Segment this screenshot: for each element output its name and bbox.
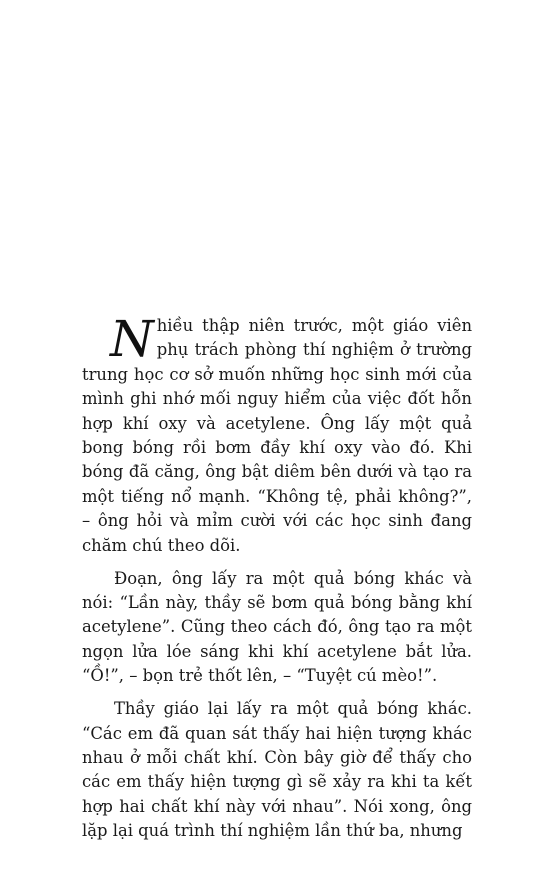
paragraph-1 — [82, 310, 472, 558]
paragraph-1-text: hiều thập niên trước, một giáo viên phụ trách phòng thí nghiệm ở trường trung học cơ sở muốn những học sinh mới của mình ghi nhớ mối nguy hiểm của việc đốt hỗn hợp khí oxy và acetylene. Ông lấy một quả bong bóng rồi bơm đầy khí oxy vào đó. Khi bóng đã căng, ông bật diêm bên dưới và tạo ra một tiếng nổ mạnh. “Không tệ, phải không?”, – ông hỏi và mỉm cười với các học sinh đang chăm chú theo dõi. — [82, 316, 472, 555]
drop-cap: N — [110, 310, 154, 368]
paragraph-3: Thầy giáo lại lấy ra một quả bóng khác. “Các em đã quan sát thấy hai hiện tượng khác nhau ở mỗi chất khí. Còn bây giờ để thấy cho các em thấy hiện tượng gì sẽ xảy ra khi ta kết hợp hai chất khí này với nhau”. Nói xong, ông lặp lại quá trình thí nghiệm lần thứ ba, nhưng — [82, 699, 472, 841]
body-text — [82, 310, 472, 844]
paragraph-2: Đoạn, ông lấy ra một quả bóng khác và nói: “Lần này, thầy sẽ bơm quả bóng bằng khí acetylene”. Cũng theo cách đó, ông tạo ra một ngọn lửa lóe sáng khi khí acetylene bắt lửa. “Ồ!”, – bọn trẻ thốt lên, – “Tuyệt cú mèo!”. — [82, 568, 472, 686]
